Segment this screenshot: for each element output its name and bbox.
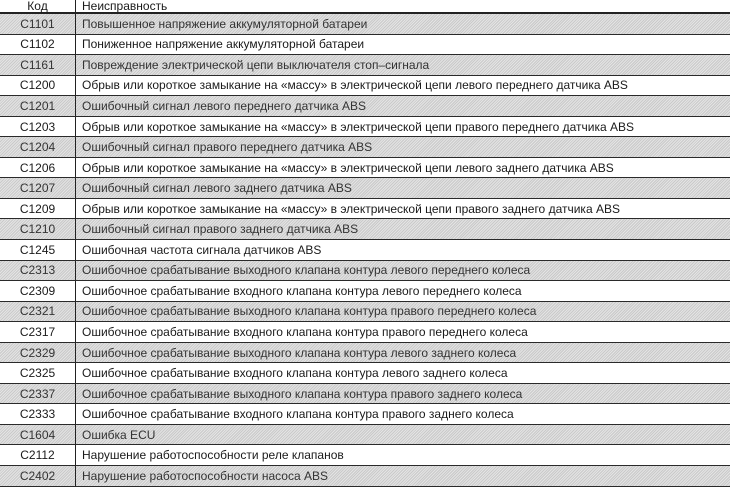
fault-description: Повышенное напряжение аккумуляторной батареи: [82, 16, 368, 31]
fault-code: C1200: [0, 76, 76, 96]
fault-description: Ошибочное срабатывание выходного клапана контура левого заднего колеса: [82, 345, 517, 360]
table-row: [0, 178, 730, 199]
table-row: [0, 158, 730, 179]
fault-code: C2337: [0, 384, 76, 404]
fault-description: Ошибка ECU: [82, 427, 156, 442]
fault-code: C1209: [0, 199, 76, 219]
table-row: [0, 199, 730, 220]
fault-code: C1604: [0, 425, 76, 445]
table-row: [0, 14, 730, 35]
fault-description: Обрыв или короткое замыкание на «массу» в электрической цепи правого переднего датчика ABS: [82, 119, 635, 134]
fault-description: Ошибочное срабатывание входного клапана контура левого заднего колеса: [82, 366, 508, 381]
table-body: [0, 14, 730, 487]
fault-description: Ошибочный сигнал левого заднего датчика ABS: [82, 181, 352, 196]
fault-code: C2325: [0, 363, 76, 383]
fault-description: Нарушение работоспособности насоса ABS: [82, 468, 328, 483]
fault-code: C1102: [0, 35, 76, 55]
fault-description: Ошибочное срабатывание входного клапана контура левого переднего колеса: [82, 283, 522, 298]
table-row: [0, 281, 730, 302]
fault-description: Нарушение работоспособности реле клапанов: [82, 448, 344, 463]
fault-code: C2402: [0, 466, 76, 486]
table-row: [0, 55, 730, 76]
table-row: [0, 219, 730, 240]
fault-code: C2112: [0, 445, 76, 465]
fault-code: C1207: [0, 178, 76, 198]
table-row: [0, 137, 730, 158]
fault-code: C1206: [0, 158, 76, 178]
table-row: [0, 404, 730, 425]
fault-code: C1210: [0, 219, 76, 239]
fault-code: C2309: [0, 281, 76, 301]
fault-code: C1204: [0, 137, 76, 157]
table-row: [0, 35, 730, 56]
fault-code: C1201: [0, 96, 76, 116]
table-row: [0, 117, 730, 138]
fault-description: Обрыв или короткое замыкание на «массу» в электрической цепи левого переднего датчика ABS: [82, 78, 628, 93]
table-row: [0, 445, 730, 466]
fault-code: C2333: [0, 404, 76, 424]
fault-description: Ошибочная частота сигнала датчиков ABS: [82, 242, 322, 257]
fault-code: C2317: [0, 322, 76, 342]
fault-description: Ошибочное срабатывание входного клапана контура правого заднего колеса: [82, 407, 514, 422]
table-row: [0, 240, 730, 261]
table-row: [0, 261, 730, 282]
fault-description: Обрыв или короткое замыкание на «массу» в электрической цепи левого заднего датчика ABS: [82, 160, 614, 175]
fault-code: C2329: [0, 343, 76, 363]
table-row: [0, 363, 730, 384]
fault-code: C1203: [0, 117, 76, 137]
table-row: [0, 322, 730, 343]
table-row: [0, 96, 730, 117]
fault-description: Ошибочный сигнал правого переднего датчика ABS: [82, 140, 373, 155]
fault-description: Пониженное напряжение аккумуляторной батареи: [82, 37, 365, 52]
table-row: [0, 76, 730, 97]
table-row: [0, 384, 730, 405]
table-row: [0, 425, 730, 446]
fault-description: Ошибочный сигнал правого заднего датчика ABS: [82, 222, 359, 237]
header-code: Код: [0, 0, 76, 12]
fault-description: Ошибочное срабатывание выходного клапана контура правого переднего колеса: [82, 304, 537, 319]
table-header: [0, 0, 730, 14]
fault-description: Ошибочное срабатывание входного клапана контура правого переднего колеса: [82, 324, 528, 339]
table-row: [0, 343, 730, 364]
table-row: [0, 302, 730, 323]
header-description: Неисправность: [82, 0, 168, 12]
fault-code: C2321: [0, 302, 76, 322]
fault-code: C1161: [0, 55, 76, 75]
fault-description: Обрыв или короткое замыкание на «массу» в электрической цепи правого заднего датчика ABS: [82, 201, 620, 216]
table-row: [0, 466, 730, 487]
fault-description: Повреждение электрической цепи выключателя стоп–сигнала: [82, 57, 430, 72]
fault-description: Ошибочное срабатывание выходного клапана контура левого переднего колеса: [82, 263, 531, 278]
fault-code: C1101: [0, 14, 76, 34]
fault-description: Ошибочное срабатывание выходного клапана контура правого заднего колеса: [82, 386, 523, 401]
fault-code: C2313: [0, 261, 76, 281]
fault-description: Ошибочный сигнал левого переднего датчика ABS: [82, 98, 366, 113]
fault-code: C1245: [0, 240, 76, 260]
